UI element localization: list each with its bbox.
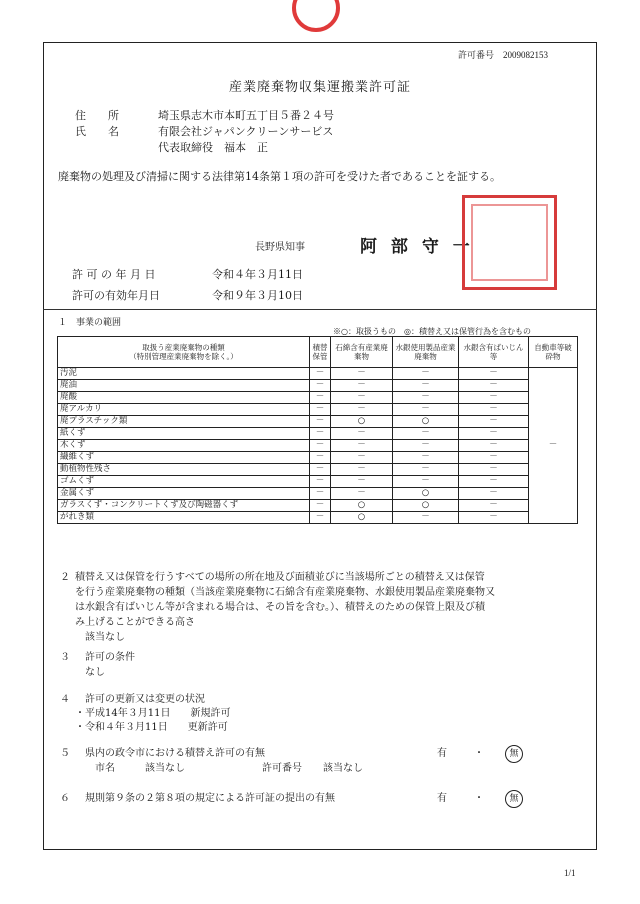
page-number: 1/1 bbox=[564, 868, 576, 878]
issue-date-label: 許 可 の 年 月 日 bbox=[72, 268, 156, 281]
table-row bbox=[58, 404, 578, 416]
row-asbestos: － bbox=[331, 428, 393, 440]
certification-text: 廃棄物の処理及び清掃に関する法律第14条第１項の許可を受けた者であることを証する。 bbox=[58, 170, 501, 183]
table-row bbox=[58, 500, 578, 512]
s4-history-2: ・令和４年３月11日 更新許可 bbox=[75, 722, 228, 733]
s2-number: ２ bbox=[60, 572, 70, 583]
s3-number: ３ bbox=[60, 652, 70, 663]
s2-text-3: は水銀含有ばいじん等が含まれる場合は、その旨を含む。）、積替えのための保管上限及び積 bbox=[75, 602, 485, 613]
permit-number-value: 2009082153 bbox=[503, 50, 549, 60]
row-asbestos: － bbox=[331, 404, 393, 416]
col-header-mercury: 水銀使用製品産業廃棄物 bbox=[393, 337, 459, 368]
page-title: 産業廃棄物収集運搬業許可証 bbox=[228, 80, 411, 95]
row-asbestos: － bbox=[331, 392, 393, 404]
row-waste-type: ゴムくず bbox=[58, 476, 310, 488]
s5-no: 無 bbox=[505, 745, 523, 763]
s5-city-label: 市名 bbox=[95, 763, 115, 774]
row-waste-type: 汚泥 bbox=[58, 368, 310, 380]
col-header-type: 取扱う産業廃棄物の種類 （特別管理産業廃棄物を除く。） bbox=[58, 337, 310, 368]
row-mercury: ○ bbox=[393, 488, 459, 500]
s5-no-circled bbox=[505, 741, 523, 763]
table-row bbox=[58, 476, 578, 488]
row-waste-type: 廃プラスチック類 bbox=[58, 416, 310, 428]
row-mercury: － bbox=[393, 476, 459, 488]
s4-history-1: ・平成14年３月11日 新規許可 bbox=[75, 708, 231, 719]
s5-city: 該当なし bbox=[145, 763, 185, 774]
row-waste-type: 繊維くず bbox=[58, 452, 310, 464]
expiry-date-label: 許可の有効年月日 bbox=[72, 289, 160, 302]
row-asbestos: － bbox=[331, 440, 393, 452]
s3-value: なし bbox=[85, 667, 105, 678]
name-label: 氏 名 bbox=[75, 125, 119, 138]
s2-text-2: を行う産業廃棄物の種類（当該産業廃棄物に石綿含有産業廃棄物、水銀使用製品産業廃棄物又 bbox=[75, 587, 495, 598]
permit-number-label: 許可番号 bbox=[458, 51, 495, 61]
row-waste-type: 木くず bbox=[58, 440, 310, 452]
address-label: 住 所 bbox=[75, 109, 119, 122]
scope-section-title: １ 事業の範囲 bbox=[58, 318, 122, 328]
row-mercury-dust: － bbox=[459, 404, 529, 416]
s5-text: 県内の政令市における積替え許可の有無 bbox=[85, 748, 265, 759]
table-row bbox=[58, 416, 578, 428]
table-row bbox=[58, 464, 578, 476]
s2-text-1: 積替え又は保管を行うすべての場所の所在地及び面積並びに当該場所ごとの積替え又は保管 bbox=[75, 572, 485, 583]
table-row bbox=[58, 392, 578, 404]
row-mercury-dust: － bbox=[459, 416, 529, 428]
row-asbestos: － bbox=[331, 452, 393, 464]
row-waste-type: 紙くず bbox=[58, 428, 310, 440]
row-mercury: － bbox=[393, 392, 459, 404]
s2-value: 該当なし bbox=[85, 632, 125, 643]
table-row bbox=[58, 368, 578, 380]
issuer-name: 阿 部 守 一 bbox=[360, 237, 474, 257]
row-storage: － bbox=[310, 368, 331, 380]
row-storage: － bbox=[310, 404, 331, 416]
row-storage: － bbox=[310, 512, 331, 524]
s4-text: 許可の更新又は変更の状況 bbox=[85, 694, 205, 705]
row-asbestos: ○ bbox=[331, 512, 393, 524]
row-storage: － bbox=[310, 392, 331, 404]
issue-date: 令和４年３月11日 bbox=[212, 268, 303, 281]
row-storage: － bbox=[310, 476, 331, 488]
s5-dot: ・ bbox=[474, 748, 484, 759]
expiry-date: 令和９年３月10日 bbox=[212, 289, 303, 302]
row-asbestos: ○ bbox=[331, 500, 393, 512]
row-mercury-dust: － bbox=[459, 500, 529, 512]
row-waste-type: 廃酸 bbox=[58, 392, 310, 404]
s5-permit: 該当なし bbox=[323, 763, 363, 774]
issuer-title: 長野県知事 bbox=[255, 242, 305, 253]
col-header-vehicle: 自動車等破砕物 bbox=[529, 337, 578, 368]
col-header-asbestos: 石綿含有産業廃棄物 bbox=[331, 337, 393, 368]
row-storage: － bbox=[310, 452, 331, 464]
row-mercury-dust: － bbox=[459, 452, 529, 464]
row-mercury-dust: － bbox=[459, 428, 529, 440]
row-waste-type: ガラスくず・コンクリートくず及び陶磁器くず bbox=[58, 500, 310, 512]
row-storage: － bbox=[310, 500, 331, 512]
row-mercury: － bbox=[393, 512, 459, 524]
row-asbestos: － bbox=[331, 464, 393, 476]
row-waste-type: がれき類 bbox=[58, 512, 310, 524]
row-waste-type: 廃油 bbox=[58, 380, 310, 392]
s6-text: 規則第９条の２第８項の規定による許可証の提出の有無 bbox=[85, 793, 335, 804]
row-asbestos: － bbox=[331, 476, 393, 488]
table-row bbox=[58, 488, 578, 500]
table-row bbox=[58, 440, 578, 452]
table-row bbox=[58, 452, 578, 464]
company-name: 有限会社ジャパンクリーンサービス bbox=[158, 125, 334, 138]
s5-number: ５ bbox=[60, 748, 70, 759]
s6-dot: ・ bbox=[474, 793, 484, 804]
row-asbestos: － bbox=[331, 380, 393, 392]
top-seal bbox=[292, 0, 340, 32]
table-row bbox=[58, 380, 578, 392]
row-storage: － bbox=[310, 464, 331, 476]
row-mercury-dust: － bbox=[459, 476, 529, 488]
row-storage: － bbox=[310, 488, 331, 500]
s2-text-4: み上げることができる高さ bbox=[75, 617, 195, 628]
row-mercury: － bbox=[393, 440, 459, 452]
row-mercury: － bbox=[393, 404, 459, 416]
row-asbestos: ○ bbox=[331, 416, 393, 428]
row-mercury: － bbox=[393, 464, 459, 476]
s4-number: ４ bbox=[60, 694, 70, 705]
permit-number bbox=[458, 48, 548, 61]
s3-text: 許可の条件 bbox=[85, 652, 135, 663]
s6-no: 無 bbox=[505, 790, 523, 808]
row-mercury: － bbox=[393, 380, 459, 392]
row-storage: － bbox=[310, 440, 331, 452]
row-mercury: － bbox=[393, 452, 459, 464]
vehicle-column-value: － bbox=[529, 368, 578, 524]
address-value: 埼玉県志木市本町五丁目５番２４号 bbox=[158, 109, 334, 122]
s6-yes: 有 bbox=[437, 793, 447, 804]
row-mercury-dust: － bbox=[459, 368, 529, 380]
row-waste-type: 金属くず bbox=[58, 488, 310, 500]
row-waste-type: 動植物性残さ bbox=[58, 464, 310, 476]
s6-no-circled bbox=[505, 786, 523, 808]
s5-permit-label: 許可番号 bbox=[262, 763, 302, 774]
row-mercury: － bbox=[393, 428, 459, 440]
scope-legend: ※○：取扱うもの ◎：積替え又は保管行為を含むもの bbox=[333, 327, 531, 336]
row-mercury-dust: － bbox=[459, 392, 529, 404]
table-row bbox=[58, 428, 578, 440]
s6-number: ６ bbox=[60, 793, 70, 804]
row-mercury-dust: － bbox=[459, 488, 529, 500]
row-mercury: － bbox=[393, 368, 459, 380]
divider bbox=[43, 309, 597, 310]
row-asbestos: － bbox=[331, 368, 393, 380]
representative: 代表取締役 福本 正 bbox=[158, 141, 268, 154]
row-storage: － bbox=[310, 380, 331, 392]
row-mercury: ○ bbox=[393, 416, 459, 428]
row-mercury-dust: － bbox=[459, 512, 529, 524]
scope-table bbox=[57, 336, 578, 524]
governor-seal bbox=[462, 195, 557, 290]
row-asbestos: － bbox=[331, 488, 393, 500]
row-waste-type: 廃アルカリ bbox=[58, 404, 310, 416]
table-row bbox=[58, 512, 578, 524]
row-storage: － bbox=[310, 428, 331, 440]
col-header-mercury-dust: 水銀含有ばいじん等 bbox=[459, 337, 529, 368]
s5-yes: 有 bbox=[437, 748, 447, 759]
row-mercury-dust: － bbox=[459, 464, 529, 476]
row-mercury-dust: － bbox=[459, 380, 529, 392]
row-mercury-dust: － bbox=[459, 440, 529, 452]
col-header-storage: 積替保管 bbox=[310, 337, 331, 368]
row-storage: － bbox=[310, 416, 331, 428]
row-mercury: ○ bbox=[393, 500, 459, 512]
